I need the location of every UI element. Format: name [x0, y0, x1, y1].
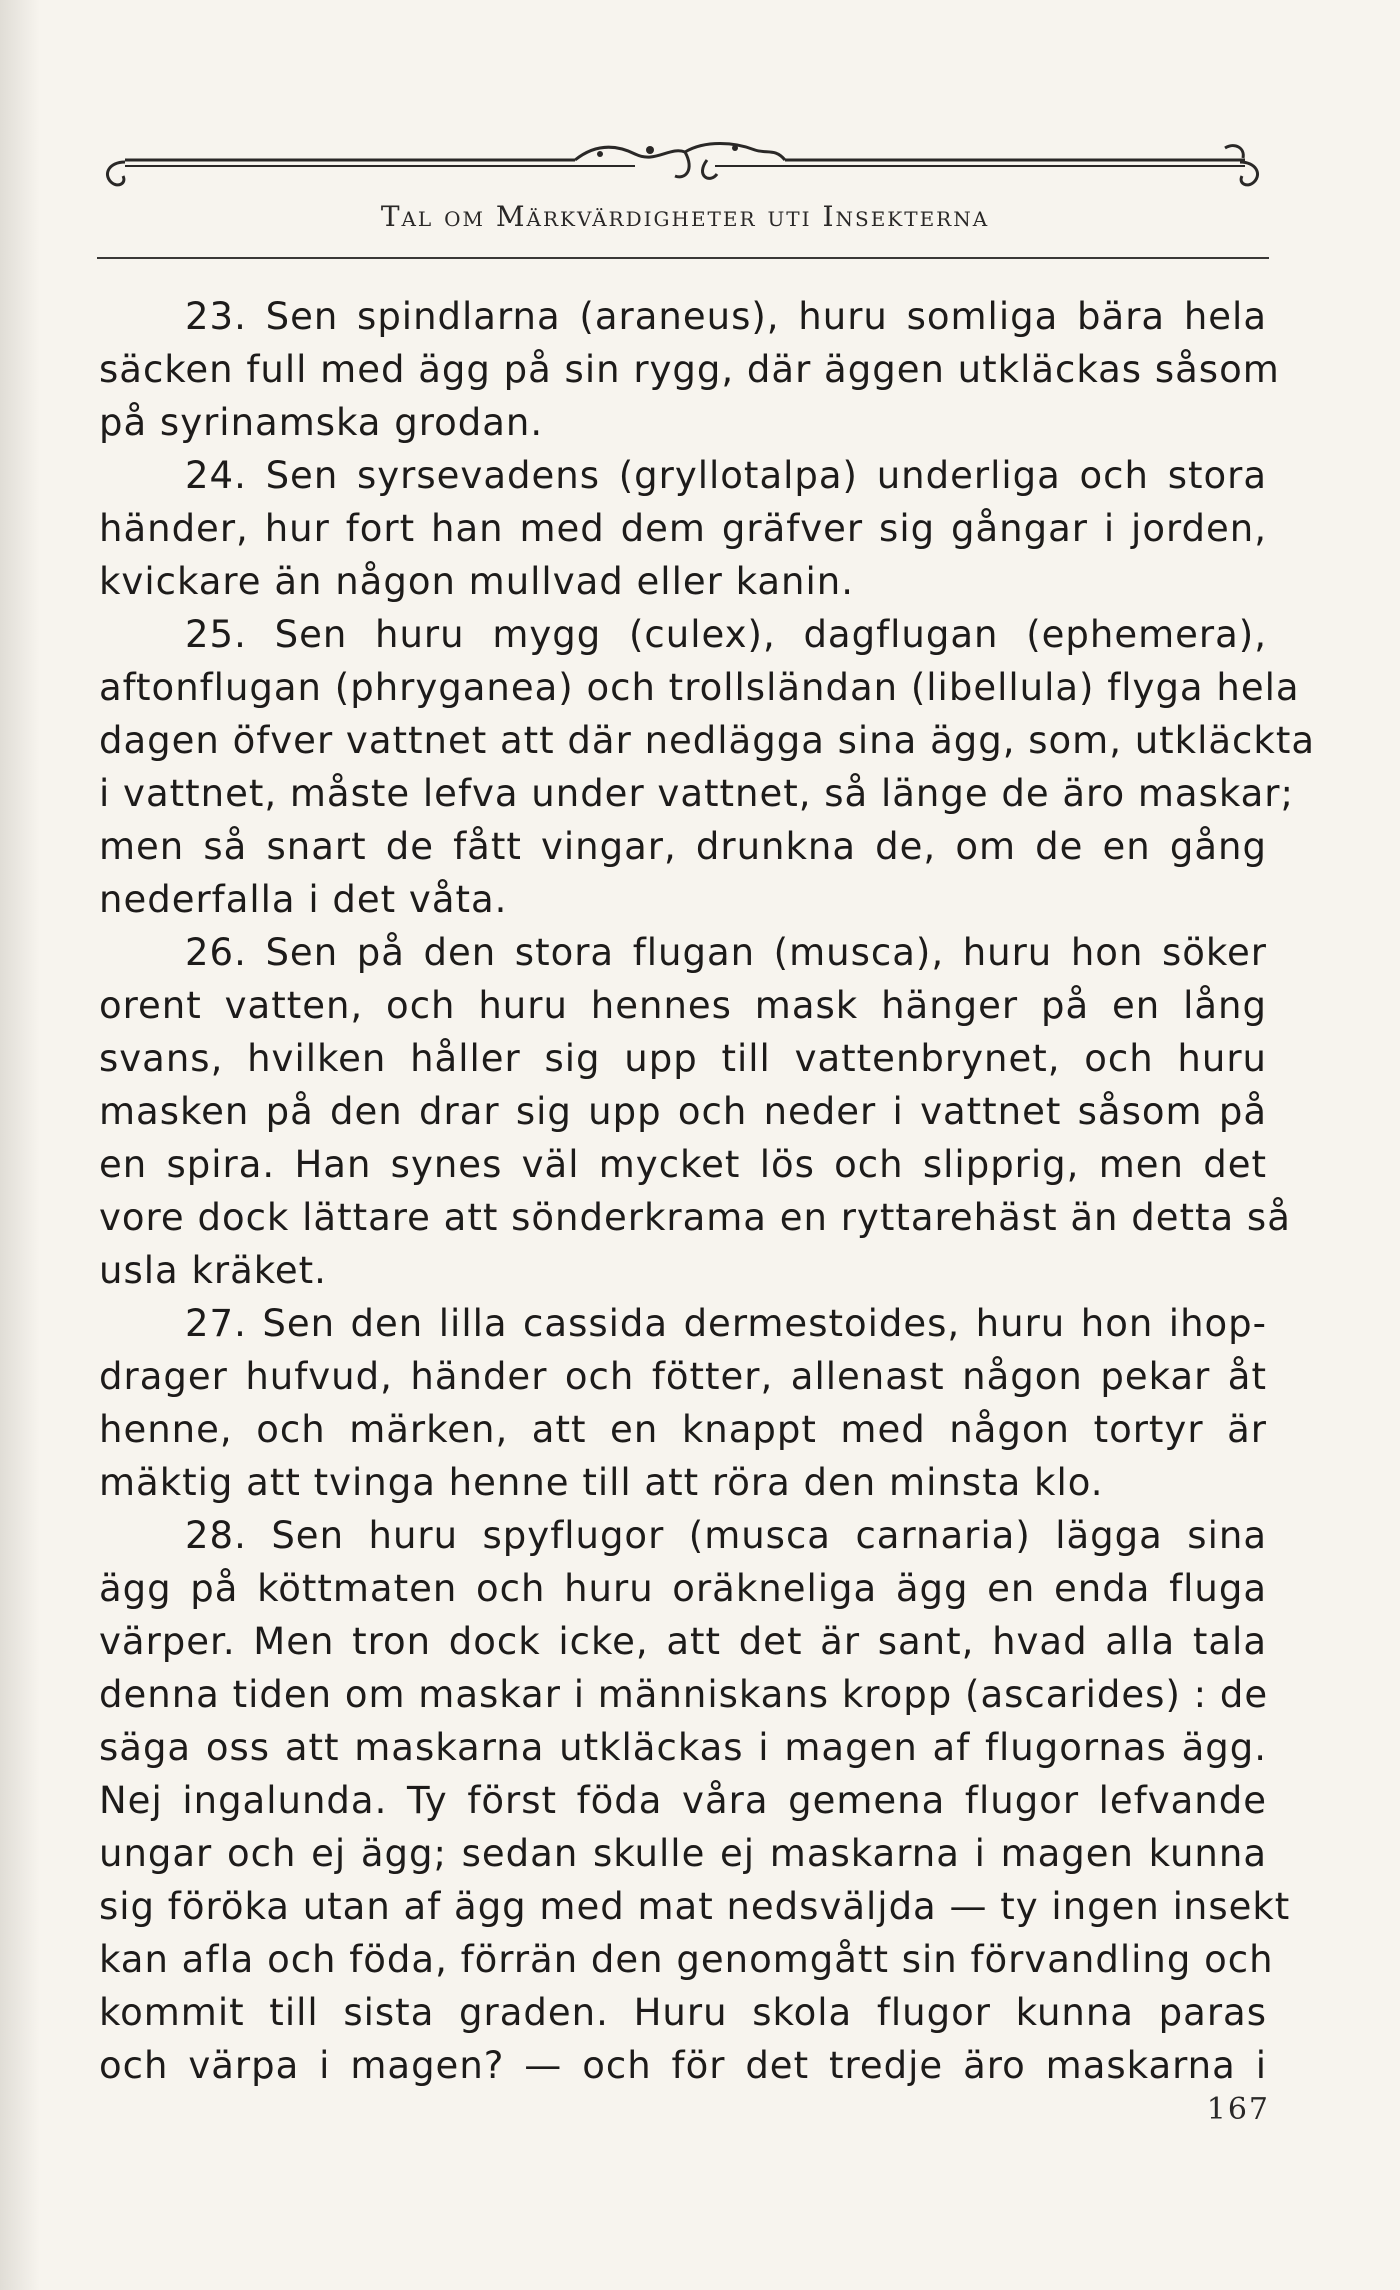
text-line: kan afla och föda, förrän den genomgått sin förvandling och — [99, 1938, 1274, 1981]
page-number: 167 — [1206, 2092, 1270, 2127]
text-line: 26. Sen på den stora flugan (musca), huru hon söker — [185, 931, 1267, 974]
text-line: ägg på köttmaten och huru oräkneliga ägg en enda fluga — [99, 1567, 1267, 1610]
text-line: kvickare än någon mullvad eller kanin. — [99, 560, 854, 603]
text-line: men så snart de fått vingar, drunkna de, om de en gång — [99, 825, 1267, 868]
header-rule — [97, 257, 1269, 259]
text-line: sig föröka utan af ägg med mat nedsväljda — ty ingen insekt — [99, 1885, 1291, 1928]
text-line: ungar och ej ägg; sedan skulle ej maskarna i magen kunna — [99, 1832, 1267, 1875]
text-line: svans, hvilken håller sig upp till vattenbrynet, och huru — [99, 1037, 1267, 1080]
text-line: säga oss att maskarna utkläckas i magen af flugornas ägg. — [99, 1726, 1267, 1769]
running-head: Tal om Märkvärdigheter uti Insekterna — [380, 200, 990, 233]
text-line: och värpa i magen? — och för det tredje äro maskarna i — [99, 2044, 1267, 2087]
page-edge-shadow — [0, 0, 40, 2290]
text-line: 23. Sen spindlarna (araneus), huru somliga bära hela — [185, 295, 1267, 338]
text-line: på syrinamska grodan. — [99, 401, 544, 444]
body-text — [99, 290, 1316, 2092]
text-line: mäktig att tvinga henne till att röra den minsta klo. — [99, 1461, 1104, 1504]
text-line: en spira. Han synes väl mycket lös och slipprig, men det — [99, 1143, 1267, 1186]
text-line: 27. Sen den lilla cassida dermestoides, huru hon ihop- — [185, 1302, 1267, 1345]
text-line: aftonflugan (phryganea) och trollsländan (libellula) flyga hela — [99, 666, 1300, 709]
text-line: Nej ingalunda. Ty först föda våra gemena flugor lefvande — [99, 1779, 1267, 1822]
text-line: säcken full med ägg på sin rygg, där äggen utkläckas såsom — [99, 348, 1280, 391]
text-line: usla kräket. — [99, 1249, 327, 1292]
text-line: nederfalla i det våta. — [99, 878, 508, 921]
text-line: vore dock lättare att sönderkrama en ryttarehäst än detta så — [99, 1196, 1291, 1239]
text-line: masken på den drar sig upp och neder i vattnet såsom på — [99, 1090, 1267, 1133]
text-line: orent vatten, och huru hennes mask hänger på en lång — [99, 984, 1267, 1027]
text-line: dagen öfver vattnet att där nedlägga sina ägg, som, utkläckta — [99, 719, 1316, 762]
text-line: drager hufvud, händer och fötter, allenast någon pekar åt — [99, 1355, 1267, 1398]
text-line: 28. Sen huru spyflugor (musca carnaria) lägga sina — [185, 1514, 1267, 1557]
text-line: händer, hur fort han med dem gräfver sig gångar i jorden, — [99, 507, 1267, 550]
text-line: 25. Sen huru mygg (culex), dagflugan (ephemera), — [185, 613, 1267, 656]
text-line: henne, och märken, att en knappt med någon tortyr är — [99, 1408, 1267, 1451]
text-line: 24. Sen syrsevadens (gryllotalpa) underliga och stora — [185, 454, 1267, 497]
text-line: i vattnet, måste lefva under vattnet, så länge de äro maskar; — [99, 772, 1294, 815]
text-line: denna tiden om maskar i människans kropp (ascarides) : de — [99, 1673, 1269, 1716]
text-line: värper. Men tron dock icke, att det är sant, hvad alla tala — [99, 1620, 1267, 1663]
text-line: kommit till sista graden. Huru skola flugor kunna paras — [99, 1991, 1267, 2034]
